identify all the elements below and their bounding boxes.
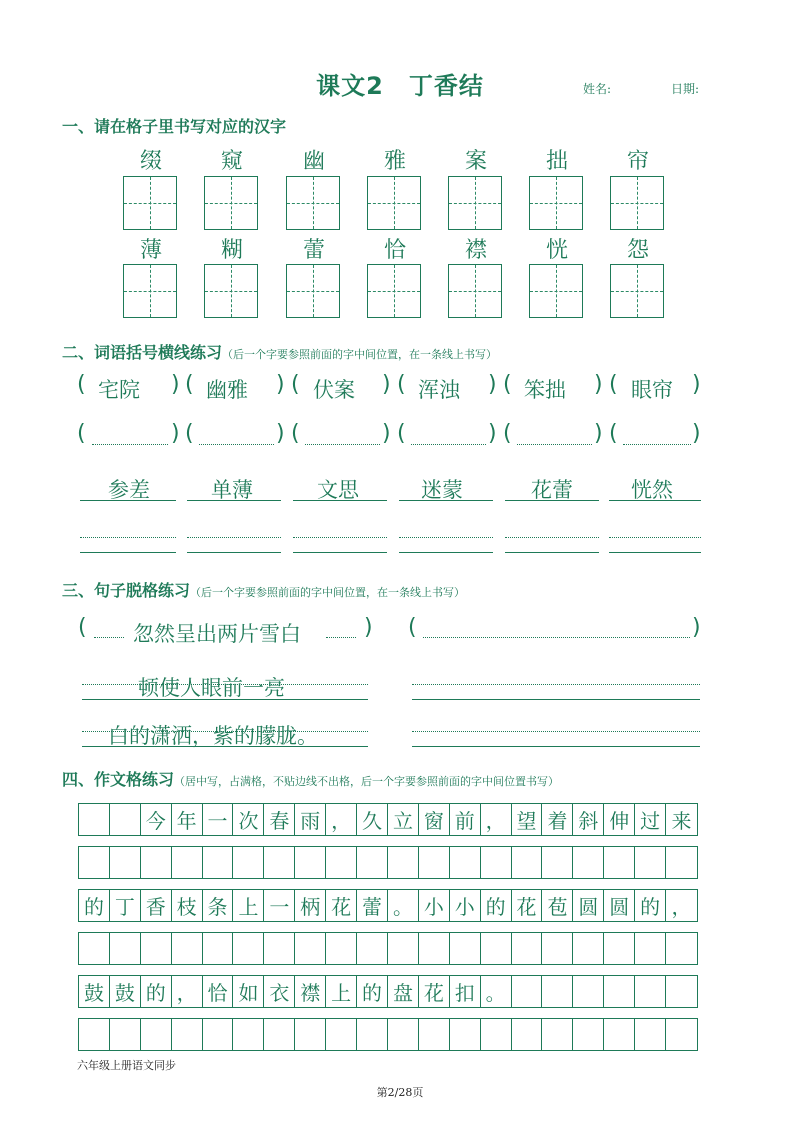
grid-cell[interactable] — [79, 933, 110, 964]
left-paren: ( — [77, 421, 86, 446]
composition-grid-row[interactable] — [78, 846, 698, 879]
grid-cell[interactable] — [635, 1019, 666, 1050]
grid-cell[interactable] — [203, 933, 234, 964]
char-label: 帘 — [626, 149, 649, 174]
line-word: 文思 — [317, 478, 359, 502]
sentence-line-1: 忽然呈出两片雪白 — [133, 622, 301, 646]
grid-cell[interactable] — [264, 933, 295, 964]
grid-cell[interactable]: 衣 — [264, 976, 295, 1007]
grid-cell[interactable] — [326, 933, 357, 964]
grid-cell[interactable] — [481, 1019, 512, 1050]
composition-grid-row[interactable] — [78, 1018, 698, 1051]
grid-cell[interactable] — [604, 1019, 635, 1050]
grid-cell[interactable] — [110, 847, 141, 878]
composition-grid-row[interactable] — [78, 975, 698, 1008]
grid-cell[interactable]: 圆 — [573, 890, 604, 921]
composition-grid-row[interactable] — [78, 889, 698, 922]
grid-cell[interactable]: 春 — [264, 804, 295, 835]
practice-line[interactable] — [80, 551, 176, 553]
grid-cell[interactable] — [388, 933, 419, 964]
char-label: 窥 — [220, 149, 243, 174]
grid-cell[interactable] — [141, 933, 172, 964]
page-number: 第2/28页 — [376, 1086, 424, 1099]
practice-line[interactable] — [399, 551, 493, 553]
right-paren: ) — [382, 421, 391, 446]
grid-cell[interactable]: 蕾 — [357, 890, 388, 921]
grid-cell[interactable]: 次 — [233, 804, 264, 835]
grid-cell[interactable]: 苞 — [542, 890, 573, 921]
char-label: 恰 — [383, 238, 406, 263]
dotted-guide — [187, 536, 281, 538]
char-label: 案 — [464, 149, 487, 174]
grid-cell[interactable] — [450, 847, 481, 878]
grid-cell[interactable] — [542, 976, 573, 1007]
grid-cell[interactable] — [110, 1019, 141, 1050]
grid-cell[interactable] — [141, 847, 172, 878]
grid-cell[interactable] — [419, 1019, 450, 1050]
paren-word: 笨拙 — [524, 378, 566, 402]
sentence-line-3: 白的潇洒，紫的朦胧。 — [108, 724, 318, 748]
grid-cell[interactable] — [388, 1019, 419, 1050]
grid-cell[interactable] — [79, 1019, 110, 1050]
grid-cell[interactable] — [295, 847, 326, 878]
grid-cell[interactable] — [512, 976, 543, 1007]
dotted-guide — [412, 683, 700, 685]
right-paren: ) — [171, 421, 180, 446]
grid-cell[interactable]: 如 — [233, 976, 264, 1007]
grid-cell[interactable]: 。 — [388, 890, 419, 921]
paren-word: 幽雅 — [206, 378, 248, 402]
grid-cell[interactable]: 斜 — [573, 804, 604, 835]
left-paren: ( — [609, 421, 618, 446]
grid-cell[interactable] — [573, 933, 604, 964]
name-label: 姓名: — [583, 82, 612, 96]
grid-cell[interactable] — [110, 804, 141, 835]
grid-cell[interactable] — [635, 976, 666, 1007]
grid-cell[interactable]: 香 — [141, 890, 172, 921]
grid-cell[interactable]: 久 — [357, 804, 388, 835]
grid-cell[interactable] — [264, 847, 295, 878]
writing-grid-box[interactable] — [123, 264, 177, 318]
dotted-guide — [399, 536, 493, 538]
writing-line — [187, 474, 281, 501]
grid-cell[interactable] — [357, 847, 388, 878]
char-label: 雅 — [383, 149, 406, 174]
grid-cell[interactable] — [512, 847, 543, 878]
char-label: 襟 — [464, 238, 487, 263]
left-paren: ( — [291, 372, 300, 397]
grid-cell[interactable] — [635, 933, 666, 964]
practice-blank[interactable] — [517, 432, 592, 445]
grid-cell[interactable]: 立 — [388, 804, 419, 835]
grid-cell[interactable] — [141, 1019, 172, 1050]
grid-cell[interactable]: 上 — [326, 976, 357, 1007]
line-word: 迷蒙 — [421, 478, 463, 502]
practice-blank[interactable] — [199, 432, 274, 445]
char-label: 拙 — [545, 149, 568, 174]
grid-cell[interactable] — [604, 847, 635, 878]
left-paren: ( — [78, 615, 87, 640]
practice-blank[interactable] — [411, 432, 486, 445]
grid-cell[interactable]: 小 — [419, 890, 450, 921]
char-label: 恍 — [545, 238, 568, 263]
grid-cell[interactable]: 的 — [141, 976, 172, 1007]
right-paren: ) — [488, 421, 497, 446]
grid-cell[interactable]: 鼓 — [79, 976, 110, 1007]
dotted-guide — [505, 536, 599, 538]
grid-cell[interactable] — [264, 1019, 295, 1050]
dotted-guide — [326, 636, 356, 638]
grid-cell[interactable]: 恰 — [203, 976, 234, 1007]
right-paren: ) — [364, 615, 373, 640]
grid-cell[interactable] — [573, 847, 604, 878]
grid-cell[interactable]: 过 — [635, 804, 666, 835]
grid-cell[interactable]: 盘 — [388, 976, 419, 1007]
char-label: 蕾 — [302, 238, 325, 263]
paren-word: 伏案 — [313, 378, 355, 402]
grid-cell[interactable]: 的 — [79, 890, 110, 921]
grid-cell[interactable] — [542, 933, 573, 964]
grid-cell[interactable]: 一 — [264, 890, 295, 921]
dotted-guide — [293, 536, 387, 538]
section1-heading: 一、请在格子里书写对应的汉字 — [62, 117, 287, 136]
page-title: 课文2 丁香结 — [316, 72, 484, 100]
section4-heading: 四、作文格练习（居中写，占满格，不贴边线不出格，后一个字要参照前面的字中间位置书写） — [62, 770, 560, 789]
writing-line — [609, 474, 701, 501]
right-paren: ) — [276, 372, 285, 397]
grid-cell[interactable]: 柄 — [295, 890, 326, 921]
left-paren: ( — [503, 421, 512, 446]
grid-cell[interactable]: 花 — [419, 976, 450, 1007]
right-paren: ) — [488, 372, 497, 397]
grid-cell[interactable]: 的 — [481, 890, 512, 921]
grid-cell[interactable]: ， — [172, 976, 203, 1007]
grid-cell[interactable]: 来 — [671, 809, 692, 833]
grid-cell[interactable] — [295, 1019, 326, 1050]
grid-cell[interactable]: ， — [326, 804, 357, 835]
grid-cell[interactable] — [512, 933, 543, 964]
section2-note: （后一个字要参照前面的字中间位置，在一条线上书写） — [222, 348, 498, 361]
dotted-guide — [412, 730, 700, 732]
grid-cell[interactable] — [172, 1019, 203, 1050]
left-paren: ( — [609, 372, 618, 397]
writing-grid-box[interactable] — [448, 264, 502, 318]
grid-cell[interactable] — [357, 1019, 388, 1050]
char-label: 缀 — [139, 149, 162, 174]
writing-grid-box[interactable] — [448, 176, 502, 230]
left-paren: ( — [291, 421, 300, 446]
practice-blank[interactable] — [423, 636, 690, 638]
writing-grid-box[interactable] — [367, 264, 421, 318]
grid-cell[interactable]: 雨 — [295, 804, 326, 835]
grid-cell[interactable]: 圆 — [604, 890, 635, 921]
right-paren: ) — [594, 372, 603, 397]
grid-cell[interactable]: 小 — [450, 890, 481, 921]
left-paren: ( — [503, 372, 512, 397]
grid-cell[interactable]: 伸 — [604, 804, 635, 835]
grid-cell[interactable]: 的 — [635, 890, 666, 921]
grid-cell[interactable]: 扣 — [450, 976, 481, 1007]
writing-grid-box[interactable] — [529, 264, 583, 318]
grid-cell[interactable]: ， — [671, 895, 692, 919]
grid-cell[interactable]: 年 — [172, 804, 203, 835]
grid-cell[interactable] — [233, 847, 264, 878]
grid-cell[interactable] — [233, 933, 264, 964]
right-paren: ) — [171, 372, 180, 397]
char-label: 薄 — [139, 238, 162, 263]
line-word: 花蕾 — [531, 478, 573, 502]
grid-cell[interactable]: 枝 — [172, 890, 203, 921]
grid-cell[interactable] — [233, 1019, 264, 1050]
writing-line — [399, 474, 493, 501]
grid-cell[interactable]: 望 — [512, 804, 543, 835]
practice-blank[interactable] — [623, 432, 691, 445]
grid-cell[interactable]: 鼓 — [110, 976, 141, 1007]
grid-cell[interactable] — [419, 933, 450, 964]
grid-cell[interactable] — [666, 847, 697, 878]
composition-grid-row[interactable] — [78, 932, 698, 965]
grid-cell[interactable] — [542, 847, 573, 878]
grid-cell[interactable]: 前 — [450, 804, 481, 835]
left-paren: ( — [185, 372, 194, 397]
practice-line[interactable] — [187, 551, 281, 553]
grid-cell[interactable] — [295, 933, 326, 964]
right-paren: ) — [276, 421, 285, 446]
grid-cell[interactable] — [666, 976, 697, 1007]
practice-line[interactable] — [609, 551, 701, 553]
writing-grid-box[interactable] — [367, 176, 421, 230]
practice-line[interactable] — [412, 698, 700, 700]
char-label: 怨 — [626, 238, 649, 263]
grid-cell[interactable] — [481, 933, 512, 964]
practice-line[interactable] — [412, 745, 700, 747]
right-paren: ) — [382, 372, 391, 397]
grid-cell[interactable] — [203, 1019, 234, 1050]
grid-cell[interactable]: 着 — [542, 804, 573, 835]
grid-cell[interactable]: 窗 — [419, 804, 450, 835]
grid-cell[interactable] — [357, 933, 388, 964]
right-paren: ) — [594, 421, 603, 446]
grid-cell[interactable] — [512, 1019, 543, 1050]
grid-cell[interactable] — [110, 933, 141, 964]
grid-cell[interactable] — [326, 847, 357, 878]
writing-line — [80, 474, 176, 501]
practice-line[interactable] — [505, 551, 599, 553]
left-paren: ( — [397, 421, 406, 446]
grid-cell[interactable] — [450, 1019, 481, 1050]
right-paren: ) — [692, 421, 701, 446]
grid-cell[interactable]: 。 — [481, 976, 512, 1007]
grid-cell[interactable] — [203, 847, 234, 878]
line-word: 参差 — [108, 478, 150, 502]
grid-cell[interactable] — [666, 1019, 697, 1050]
writing-grid-box[interactable] — [204, 264, 258, 318]
paren-word: 浑浊 — [418, 378, 460, 402]
grid-cell[interactable] — [481, 847, 512, 878]
grid-cell[interactable]: 上 — [233, 890, 264, 921]
footer-book-title: 六年级上册语文同步 — [77, 1059, 176, 1072]
grid-cell[interactable] — [172, 933, 203, 964]
section3-note: （后一个字要参照前面的字中间位置，在一条线上书写） — [190, 586, 466, 599]
date-label: 日期: — [671, 82, 700, 96]
dotted-guide — [94, 636, 124, 638]
writing-grid-box[interactable] — [286, 176, 340, 230]
paren-word: 眼帘 — [631, 378, 673, 402]
grid-cell[interactable] — [172, 847, 203, 878]
right-paren: ) — [692, 372, 701, 397]
writing-grid-box[interactable] — [529, 176, 583, 230]
grid-cell[interactable] — [635, 847, 666, 878]
left-paren: ( — [397, 372, 406, 397]
grid-cell[interactable]: 花 — [512, 890, 543, 921]
sentence-line-2: 顿使人眼前一亮 — [138, 676, 285, 700]
writing-grid-box[interactable] — [610, 176, 664, 230]
section3-heading: 三、句子脱格练习（后一个字要参照前面的字中间位置，在一条线上书写） — [62, 581, 466, 600]
grid-cell[interactable] — [573, 1019, 604, 1050]
left-paren: ( — [408, 615, 417, 640]
practice-blank[interactable] — [92, 432, 168, 445]
practice-blank[interactable] — [305, 432, 380, 445]
grid-cell[interactable] — [326, 1019, 357, 1050]
char-label: 幽 — [302, 149, 325, 174]
grid-cell[interactable]: 条 — [203, 890, 234, 921]
section4-note: （居中写，占满格，不贴边线不出格，后一个字要参照前面的字中间位置书写） — [174, 775, 560, 788]
grid-cell[interactable] — [604, 976, 635, 1007]
writing-line — [293, 474, 387, 501]
practice-line[interactable] — [293, 551, 387, 553]
writing-grid-box[interactable] — [610, 264, 664, 318]
right-paren: ) — [692, 615, 701, 640]
left-paren: ( — [185, 421, 194, 446]
grid-cell[interactable]: 今 — [141, 804, 172, 835]
section2-heading: 二、词语括号横线练习（后一个字要参照前面的字中间位置，在一条线上书写） — [62, 343, 498, 362]
dotted-guide — [609, 536, 701, 538]
writing-line — [505, 474, 599, 501]
grid-cell[interactable] — [79, 804, 110, 835]
grid-cell[interactable] — [604, 933, 635, 964]
grid-cell[interactable] — [79, 847, 110, 878]
char-label: 糊 — [220, 238, 243, 263]
paren-word: 宅院 — [98, 378, 140, 402]
line-word: 单薄 — [211, 478, 253, 502]
composition-grid-row[interactable] — [78, 803, 698, 836]
grid-cell[interactable] — [388, 847, 419, 878]
dotted-guide — [80, 536, 176, 538]
grid-cell[interactable]: 花 — [326, 890, 357, 921]
writing-grid-box[interactable] — [286, 264, 340, 318]
grid-cell[interactable] — [419, 847, 450, 878]
grid-cell[interactable]: 丁 — [110, 890, 141, 921]
grid-cell[interactable]: 襟 — [295, 976, 326, 1007]
left-paren: ( — [77, 372, 86, 397]
writing-grid-box[interactable] — [204, 176, 258, 230]
grid-cell[interactable] — [450, 933, 481, 964]
grid-cell[interactable]: ， — [481, 804, 512, 835]
grid-cell[interactable]: 一 — [203, 804, 234, 835]
grid-cell[interactable]: 的 — [357, 976, 388, 1007]
line-word: 恍然 — [631, 478, 673, 502]
grid-cell[interactable] — [573, 976, 604, 1007]
grid-cell[interactable] — [542, 1019, 573, 1050]
writing-grid-box[interactable] — [123, 176, 177, 230]
grid-cell[interactable] — [666, 933, 697, 964]
